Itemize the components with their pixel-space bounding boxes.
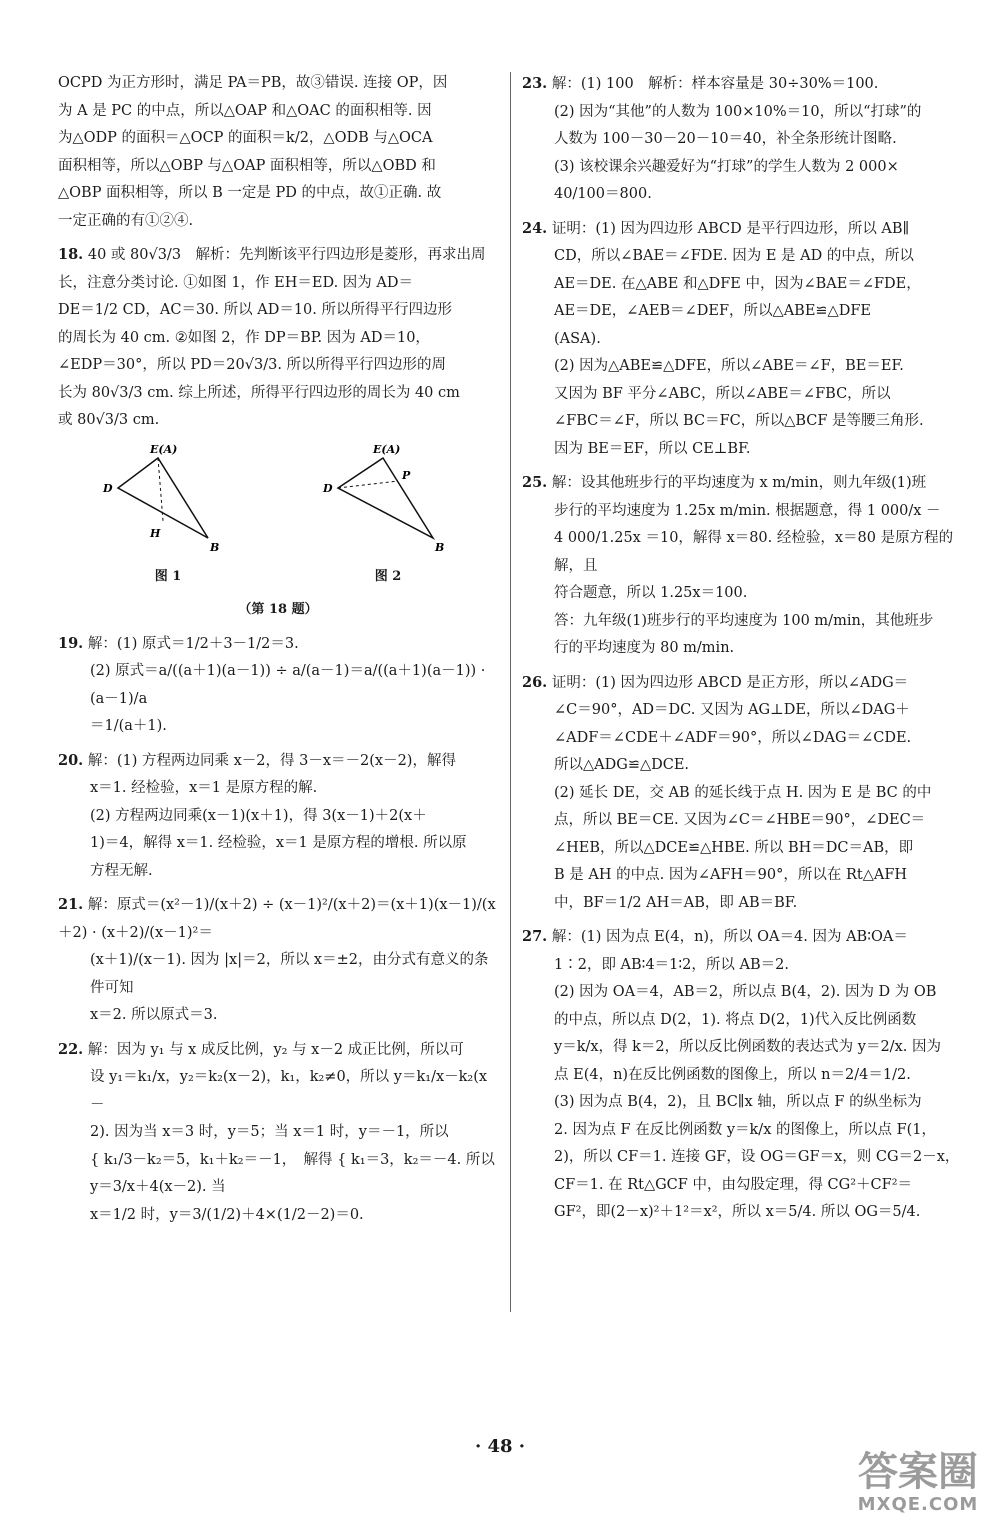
watermark <box>848 1450 988 1515</box>
text-line: 解：(1) 原式＝1/2＋3－1/2＝3. <box>87 635 299 652</box>
text-line: (2) 延长 DE，交 AB 的延长线于点 H. 因为 E 是 BC 的中 <box>554 784 932 801</box>
question-number: 23. <box>522 75 548 92</box>
text-line: AE＝DE，∠AEB＝∠DEF，所以△ABE≌△DFE <box>554 303 871 319</box>
figure-1 <box>98 443 238 591</box>
text-line: 解：原式＝(x²－1)/(x＋2) ÷ (x－1)²/(x＋2)＝(x＋1)(x－1)/(x＋2) · (x＋2)/(x－1)²＝ <box>58 897 496 941</box>
question-number: 26. <box>522 673 548 691</box>
question-26 <box>522 669 960 918</box>
text-line: ∠HEB，所以△DCE≌△HBE. 所以 BH＝DC＝AB，即 <box>554 839 914 856</box>
watermark-url: MXQE.COM <box>857 1494 979 1515</box>
text-line: DE＝1/2 CD，AC＝30. 所以 AD＝10. 所以所得平行四边形 <box>58 302 452 318</box>
text-line: (3) 因为点 B(4，2)，且 BC∥x 轴，所以点 F 的纵坐标为 <box>554 1094 922 1110</box>
text-line: 的中点，所以点 D(2，1). 将点 D(2，1)代入反比例函数 <box>554 1011 917 1028</box>
page-number: · 48 · <box>474 1436 526 1457</box>
text-line: 解：(1) 100 解析：样本容量是 30÷30%＝100. <box>551 76 879 92</box>
text-line: x＝1. 经检验，x＝1 是原方程的解. <box>90 780 318 796</box>
question-18 <box>58 241 498 624</box>
text-line: 或 80√3/3 cm. <box>58 412 160 428</box>
q17-continuation <box>58 70 498 235</box>
text-line: 1)＝4，解得 x＝1. 经检验，x＝1 是原方程的增根. 所以原 <box>90 835 467 851</box>
text-line: (2) 因为 OA＝4，AB＝2，所以点 B(4，2). 因为 D 为 OB <box>554 984 937 1000</box>
text-line: ∠C＝90°，AD＝DC. 又因为 AG⊥DE，所以∠DAG＋ <box>554 702 910 718</box>
text-line: 解：因为 y₁ 与 x 成反比例，y₂ 与 x－2 成正比例，所以可 <box>87 1041 464 1058</box>
right-column <box>522 70 960 1233</box>
text-line: 证明：(1) 因为四边形 ABCD 是平行四边形，所以 AB∥ <box>551 220 910 237</box>
text-line: 符合题意，所以 1.25x＝100. <box>554 585 748 601</box>
question-number: 25. <box>522 474 548 491</box>
text-line: 4 000/1.25x ＝10，解得 x＝80. 经检验，x＝80 是原方程的解，且 <box>554 530 954 574</box>
text-line: (2) 方程两边同乘(x－1)(x＋1)，得 3(x－1)＋2(x＋ <box>90 807 427 824</box>
question-number: 27. <box>522 928 548 945</box>
text-line: △OBP 面积相等，所以 B 一定是 PD 的中点，故①正确. 故 <box>58 185 442 201</box>
figure-2-label: 图 2 <box>374 568 402 584</box>
column-divider <box>510 72 511 1312</box>
text-line: CD，所以∠BAE＝∠FDE. 因为 E 是 AD 的中点，所以 <box>554 248 914 264</box>
question-number: 21. <box>58 896 84 913</box>
text-line: 一定正确的有①②④. <box>58 212 194 229</box>
point-label-P: P <box>402 468 411 482</box>
question-number: 20. <box>58 751 84 769</box>
text-line: (ASA). <box>554 330 601 347</box>
text-line: 中，BF＝1/2 AH＝AB，即 AB＝BF. <box>554 894 798 911</box>
text-line: x＝1/2 时，y＝3/(1/2)＋4×(1/2－2)＝0. <box>90 1206 364 1223</box>
figure-caption: （第 18 题） <box>238 602 318 617</box>
left-column <box>58 70 498 1235</box>
text-line: GF²，即(2－x)²＋1²＝x²，所以 x＝5/4. 所以 OG＝5/4. <box>554 1204 921 1220</box>
text-line: 长为 80√3/3 cm. 综上所述，所得平行四边形的周长为 40 cm <box>58 384 460 401</box>
figure-1-label: 图 1 <box>154 568 182 584</box>
text-line: 点，所以 BE＝CE. 又因为∠C＝∠HBE＝90°，∠DEC＝ <box>554 812 926 828</box>
text-line: (x＋1)/(x－1). 因为 |x|＝2，所以 x＝±2，由分式有意义的条件可知 <box>90 952 489 996</box>
text-line: 2. 因为点 F 在反比例函数 y＝k/x 的图像上，所以点 F(1， <box>554 1121 937 1138</box>
figure-2 <box>318 443 458 591</box>
text-line: 答：九年级(1)班步行的平均速度为 100 m/min，其他班步 <box>554 612 934 629</box>
question-27 <box>522 923 960 1227</box>
triangle-figure-2 <box>318 443 458 563</box>
watermark-logo: 答案圈 <box>858 1449 978 1495</box>
text-line: OCPD 为正方形时，满足 PA＝PB，故③错误. 连接 OP，因 <box>58 75 448 91</box>
text-line: B 是 AH 的中点. 因为∠AFH＝90°，所以在 Rt△AFH <box>554 867 908 883</box>
triangle-figure-1 <box>98 443 238 563</box>
text-line: 步行的平均速度为 1.25x m/min. 根据题意，得 1 000/x － <box>554 502 941 519</box>
text-line: 解：设其他班步行的平均速度为 x m/min，则九年级(1)班 <box>551 475 927 491</box>
text-line: 解：(1) 因为点 E(4，n)，所以 OA＝4. 因为 AB∶OA＝ <box>551 929 908 945</box>
text-line: 点 E(4，n)在反比例函数的图像上，所以 n＝2/4＝1/2. <box>554 1066 911 1083</box>
text-line: 证明：(1) 因为四边形 ABCD 是正方形，所以∠ADG＝ <box>551 674 909 691</box>
text-line: 的周长为 40 cm. ②如图 2，作 DP＝BP. 因为 AD＝10， <box>58 329 430 346</box>
question-20 <box>58 747 498 886</box>
text-line: 40 或 80√3/3 解析：先判断该平行四边形是菱形，再求出周 <box>87 247 486 263</box>
question-25 <box>522 469 960 663</box>
figure-row <box>58 443 498 591</box>
question-24 <box>522 215 960 464</box>
text-line: ∠FBC＝∠F，所以 BC＝FC，所以△BCF 是等腰三角形. <box>554 413 924 429</box>
text-line: 为△ODP 的面积＝△OCP 的面积＝k/2，△ODB 与△OCA <box>58 130 433 146</box>
text-line: 行的平均速度为 80 m/min. <box>554 640 735 656</box>
point-label-B: B <box>435 540 445 554</box>
text-line: AE＝DE. 在△ABE 和△DFE 中，因为∠BAE＝∠FDE， <box>554 275 921 292</box>
text-line: ＝1/(a＋1). <box>90 718 167 734</box>
text-line: 解：(1) 方程两边同乘 x－2，得 3－x＝－2(x－2)，解得 <box>87 752 456 769</box>
point-label-H: H <box>150 526 161 540</box>
point-label-D: D <box>103 481 113 495</box>
question-number: 22. <box>58 1040 84 1058</box>
text-line: CF＝1. 在 Rt△GCF 中，由勾股定理，得 CG²＋CF²＝ <box>554 1176 913 1193</box>
text-line: 为 A 是 PC 的中点，所以△OAP 和△OAC 的面积相等. 因 <box>58 102 432 119</box>
text-line: 1∶2，即 AB∶4＝1∶2，所以 AB＝2. <box>554 956 789 973</box>
question-21 <box>58 891 498 1030</box>
text-line: 人数为 100－30－20－10＝40，补全条形统计图略. <box>554 131 897 147</box>
text-line: (2) 因为“其他”的人数为 100×10%＝10，所以“打球”的 <box>554 103 922 120</box>
text-line: (2) 因为△ABE≌△DFE，所以∠ABE＝∠F，BE＝EF. <box>554 358 904 374</box>
text-line: ∠EDP＝30°，所以 PD＝20√3/3. 所以所得平行四边形的周 <box>58 357 447 373</box>
point-label-E: E(A) <box>150 442 178 456</box>
text-line: 因为 BE＝EF，所以 CE⊥BF. <box>554 440 751 457</box>
point-label-D: D <box>323 481 333 495</box>
text-line: 所以△ADG≌△DCE. <box>554 757 690 773</box>
text-line: 面积相等，所以△OBP 与△OAP 面积相等，所以△OBD 和 <box>58 157 436 174</box>
point-label-B: B <box>210 540 220 554</box>
question-22 <box>58 1036 498 1230</box>
question-number: 24. <box>522 219 548 237</box>
text-line: 方程无解. <box>90 862 153 879</box>
question-19 <box>58 630 498 741</box>
question-23 <box>522 70 960 209</box>
question-number: 18. <box>58 246 84 263</box>
text-line: x＝2. 所以原式＝3. <box>90 1007 218 1023</box>
text-line: 又因为 BF 平分∠ABC，所以∠ABE＝∠FBC，所以 <box>554 385 891 402</box>
text-line: 2). 因为当 x＝3 时，y＝5；当 x＝1 时，y＝－1，所以 <box>90 1124 449 1140</box>
text-line: 40/100＝800. <box>554 186 652 202</box>
text-line: ∠ADF＝∠CDE＋∠ADF＝90°，所以∠DAG＝∠CDE. <box>554 729 912 746</box>
text-line: y＝k/x，得 k＝2，所以反比例函数的表达式为 y＝2/x. 因为 <box>554 1039 941 1055</box>
text-line: (3) 该校课余兴趣爱好为“打球”的学生人数为 2 000× <box>554 158 899 175</box>
text-line: { k₁/3－k₂＝5，k₁＋k₂＝－1， 解得 { k₁＝3，k₂＝－4. 所以 y＝3/x＋4(x－2). 当 <box>90 1151 495 1195</box>
question-number: 19. <box>58 634 84 652</box>
text-line: (2) 原式＝a/((a＋1)(a－1)) ÷ a/(a－1)＝a/((a＋1)(a－1)) · (a－1)/a <box>90 663 486 707</box>
text-line: 2)，所以 CF＝1. 连接 GF，设 OG＝GF＝x，则 CG＝2－x， <box>554 1149 960 1165</box>
text-line: 设 y₁＝k₁/x，y₂＝k₂(x－2)，k₁，k₂≠0，所以 y＝k₁/x－k₂(x－ <box>90 1069 488 1113</box>
point-label-E: E(A) <box>373 442 401 456</box>
text-line: 长，注意分类讨论. ①如图 1，作 EH＝ED. 因为 AD＝ <box>58 274 414 291</box>
